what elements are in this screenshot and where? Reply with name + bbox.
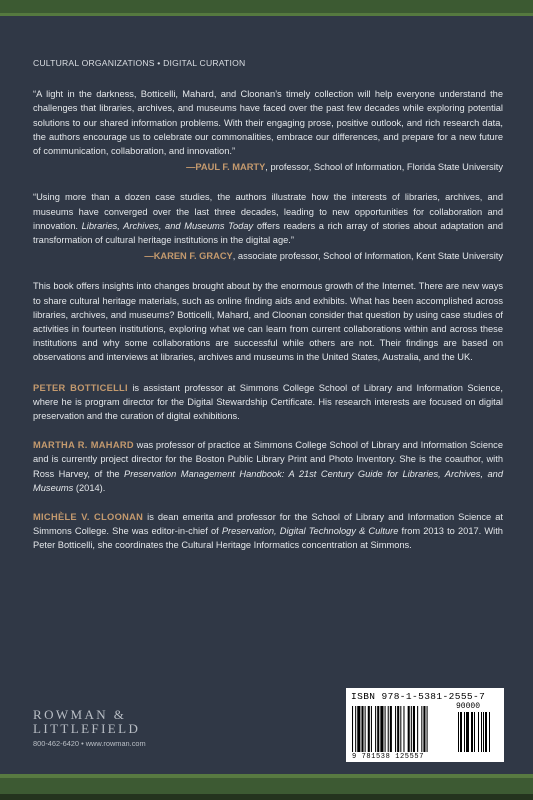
- author-name: MICHÈLE V. CLOONAN: [33, 512, 144, 523]
- publisher-name-line2: LITTLEFIELD: [33, 721, 141, 736]
- barcode-bars: [350, 706, 500, 754]
- top-green-stripe: [0, 0, 533, 13]
- attribution-name: PAUL F. MARTY: [195, 162, 266, 173]
- attribution-name: KAREN F. GRACY: [153, 251, 233, 262]
- attribution-affiliation: , associate professor, School of Information, Kent State University: [232, 251, 503, 262]
- bio-cloonan: [33, 510, 503, 553]
- quote-attribution: [33, 249, 503, 263]
- bio-text: is assistant professor at Simmons College School of Library and Information Science, where he is program director for the Digital Stewardship Certificate. His research interests are focused on digital preservation and the curation of digital exhibitions.: [33, 382, 504, 422]
- bottom-green-stripe: [0, 774, 533, 800]
- bio-book-title: Preservation Management Handbook: A 21st Century Guide for Libraries, Archives, and Museums: [33, 468, 504, 493]
- publisher-logo: [33, 708, 146, 749]
- bio-text: from 2013 to 2017. With Peter Botticelli, she coordinates the Cultural Heritage Informatics concentration at Simmons.: [33, 526, 503, 551]
- bio-journal-title: Preservation, Digital Technology & Culture: [221, 526, 399, 537]
- isbn-barcode: [346, 688, 504, 762]
- author-name: PETER BOTTICELLI: [33, 382, 128, 393]
- barcode-number: 9 781538 125557: [352, 753, 425, 761]
- bio-text: was professor of practice at Simmons College School of Library and Information Science and is currently project director for the Boston Public Library Print and Photo Inventory. She is the coauthor, with Ross Harvey, of the: [33, 440, 503, 479]
- quote-text: “A light in the darkness, Botticelli, Mahard, and Cloonan’s timely collection will help everyone understand the challenges that libraries, archives, and museums have faced over the past few decades while exploring potential solutions to our shared information problems. With their engaging prose, positive outlook, and rich research data, the authors encourage us to celebrate our commonalities, embrace our differences, and prepare for a new future of communication, collaboration, and innovation.”: [33, 89, 503, 157]
- cover-text: [33, 56, 503, 568]
- attribution-affiliation: , professor, School of Information, Florida State University: [265, 162, 503, 173]
- attribution-dash: —: [186, 162, 196, 173]
- bio-text: (2014).: [73, 482, 106, 493]
- endorsement-gracy: [33, 190, 503, 263]
- quote-text: [33, 190, 503, 247]
- quote-book-title: Libraries, Archives, and Museums Today: [81, 220, 254, 231]
- price-code: 90000: [456, 702, 481, 711]
- bio-mahard: [33, 438, 503, 495]
- isbn-number: ISBN 978-1-5381-2555-7: [351, 691, 486, 702]
- attribution-dash: —: [144, 251, 154, 262]
- quote-text-part: “Using more than a dozen case studies, the authors illustrate how the interests of libraries, archives, and museums have converged over the last three decades, leading to new opportunities for collaboration and innovation.: [33, 192, 503, 231]
- author-name: MARTHA R. MAHARD: [33, 440, 134, 451]
- bio-botticelli: [33, 381, 503, 424]
- bio-text: is dean emerita and professor for the School of Library and Information Science at Simmons College. She was editor-in-chief of: [33, 512, 503, 537]
- publisher-contact: 800-462-6420 • www.rowman.com: [33, 739, 146, 748]
- book-description: This book offers insights into changes brought about by the enormous growth of the Internet. There are new ways to share cultural heritage materials, such as online finding aids and exhibits. What has been accomplished across libraries, archives, and museums? Botticelli, Mahard, and Cloonan consider that question by using case studies of activities in fourteen institutions, exploring what we can learn from current collaborations within and across these institutions and why some collaborations are successful while others are not. Their findings are based on observations and interviews at libraries, archives and museums in the United States, Australia, and the UK.: [33, 281, 503, 363]
- top-green-accent: [0, 13, 533, 16]
- category-label: CULTURAL ORGANIZATIONS • DIGITAL CURATION: [33, 58, 246, 68]
- quote-attribution: [33, 160, 503, 174]
- endorsement-marty: [33, 87, 503, 174]
- quote-text-part: offers readers a rich array of stories about adaptation and transformation of cultural heritage institutions in the digital age.”: [33, 220, 503, 246]
- publisher-name-line1: ROWMAN &: [33, 707, 127, 722]
